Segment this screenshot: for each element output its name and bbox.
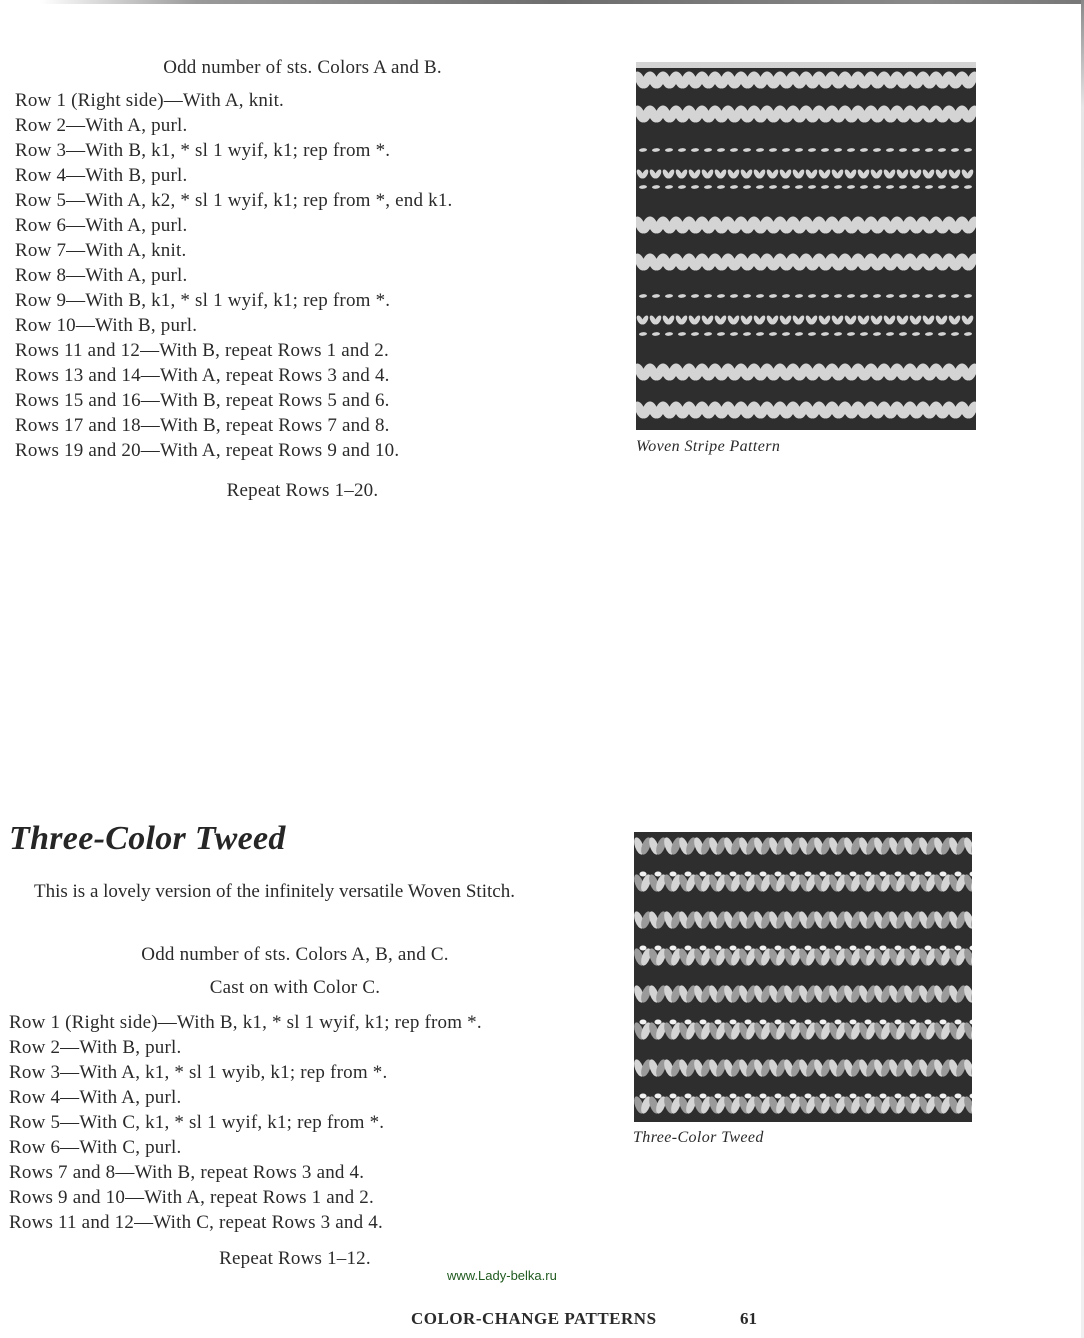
- woven-stripe-row: Row 6—With A, purl.: [15, 215, 188, 236]
- tweed-row: Row 6—With C, purl.: [9, 1137, 182, 1158]
- tweed-row: Row 3—With A, k1, * sl 1 wyib, k1; rep from *.: [9, 1062, 388, 1083]
- woven-stripe-setup: [20, 55, 585, 80]
- woven-stripe-caption: Woven Stripe Pattern: [636, 438, 781, 455]
- tweed-setup: [10, 942, 580, 967]
- woven-stripe-row: Row 7—With A, knit.: [15, 240, 187, 261]
- woven-stripe-row: Row 5—With A, k2, * sl 1 wyif, k1; rep from *, end k1.: [15, 190, 453, 211]
- woven-stripe-row: Rows 15 and 16—With B, repeat Rows 5 and 6.: [15, 390, 390, 411]
- tweed-rows: [9, 1010, 599, 1235]
- woven-stripe-row: Rows 17 and 18—With B, repeat Rows 7 and 8.: [15, 415, 390, 436]
- woven-stripe-row: Row 2—With A, purl.: [15, 115, 188, 136]
- tweed-row: Row 2—With B, purl.: [9, 1037, 182, 1058]
- tweed-cast-on: [10, 975, 580, 1000]
- woven-stripe-row: Row 9—With B, k1, * sl 1 wyif, k1; rep from *.: [15, 290, 391, 311]
- tweed-row: Rows 11 and 12—With C, repeat Rows 3 and 4.: [9, 1212, 383, 1233]
- tweed-row: Row 1 (Right side)—With B, k1, * sl 1 wyif, k1; rep from *.: [9, 1012, 482, 1033]
- woven-stripe-row: Rows 19 and 20—With A, repeat Rows 9 and 10.: [15, 440, 400, 461]
- section-title: Three-Color Tweed: [9, 820, 286, 857]
- tweed-setup-text: Odd number of sts. Colors A, B, and C.: [141, 944, 449, 965]
- woven-stripe-repeat-text: Repeat Rows 1–20.: [226, 480, 379, 501]
- woven-stripe-knit-image: [636, 62, 976, 430]
- woven-stripe-row: Row 8—With A, purl.: [15, 265, 188, 286]
- woven-stripe-row: Row 4—With B, purl.: [15, 165, 188, 186]
- woven-stripe-row: Row 1 (Right side)—With A, knit.: [15, 90, 284, 111]
- tweed-row: Rows 7 and 8—With B, repeat Rows 3 and 4.: [9, 1162, 365, 1183]
- woven-stripe-photo: [636, 62, 976, 430]
- woven-stripe-repeat: [20, 478, 585, 503]
- tweed-cast-on-text: Cast on with Color C.: [209, 977, 381, 998]
- tweed-row: Row 5—With C, k1, * sl 1 wyif, k1; rep from *.: [9, 1112, 385, 1133]
- tweed-row: Row 4—With A, purl.: [9, 1087, 182, 1108]
- page-top-edge-shadow: [40, 0, 1084, 4]
- tweed-caption: Three-Color Tweed: [633, 1129, 764, 1146]
- tweed-photo: [634, 832, 972, 1122]
- tweed-row: Rows 9 and 10—With A, repeat Rows 1 and 2.: [9, 1187, 374, 1208]
- page-number: 61: [740, 1309, 757, 1328]
- woven-stripe-rows: [15, 88, 595, 463]
- watermark-link[interactable]: www.Lady-belka.ru: [447, 1268, 557, 1283]
- woven-stripe-row: Row 10—With B, purl.: [15, 315, 198, 336]
- woven-stripe-row: Rows 13 and 14—With A, repeat Rows 3 and 4.: [15, 365, 390, 386]
- woven-stripe-row: Rows 11 and 12—With B, repeat Rows 1 and 2.: [15, 340, 389, 361]
- running-footer: COLOR-CHANGE PATTERNS: [411, 1309, 657, 1328]
- tweed-repeat-text: Repeat Rows 1–12.: [219, 1248, 371, 1269]
- woven-stripe-setup-text: Odd number of sts. Colors A and B.: [163, 57, 442, 78]
- woven-swatch-top-edge: [636, 62, 976, 68]
- tweed-knit-image: [634, 832, 972, 1122]
- woven-stripe-row: Row 3—With B, k1, * sl 1 wyif, k1; rep from *.: [15, 140, 391, 161]
- tweed-intro: This is a lovely version of the infinitely versatile Woven Stitch.: [34, 881, 515, 902]
